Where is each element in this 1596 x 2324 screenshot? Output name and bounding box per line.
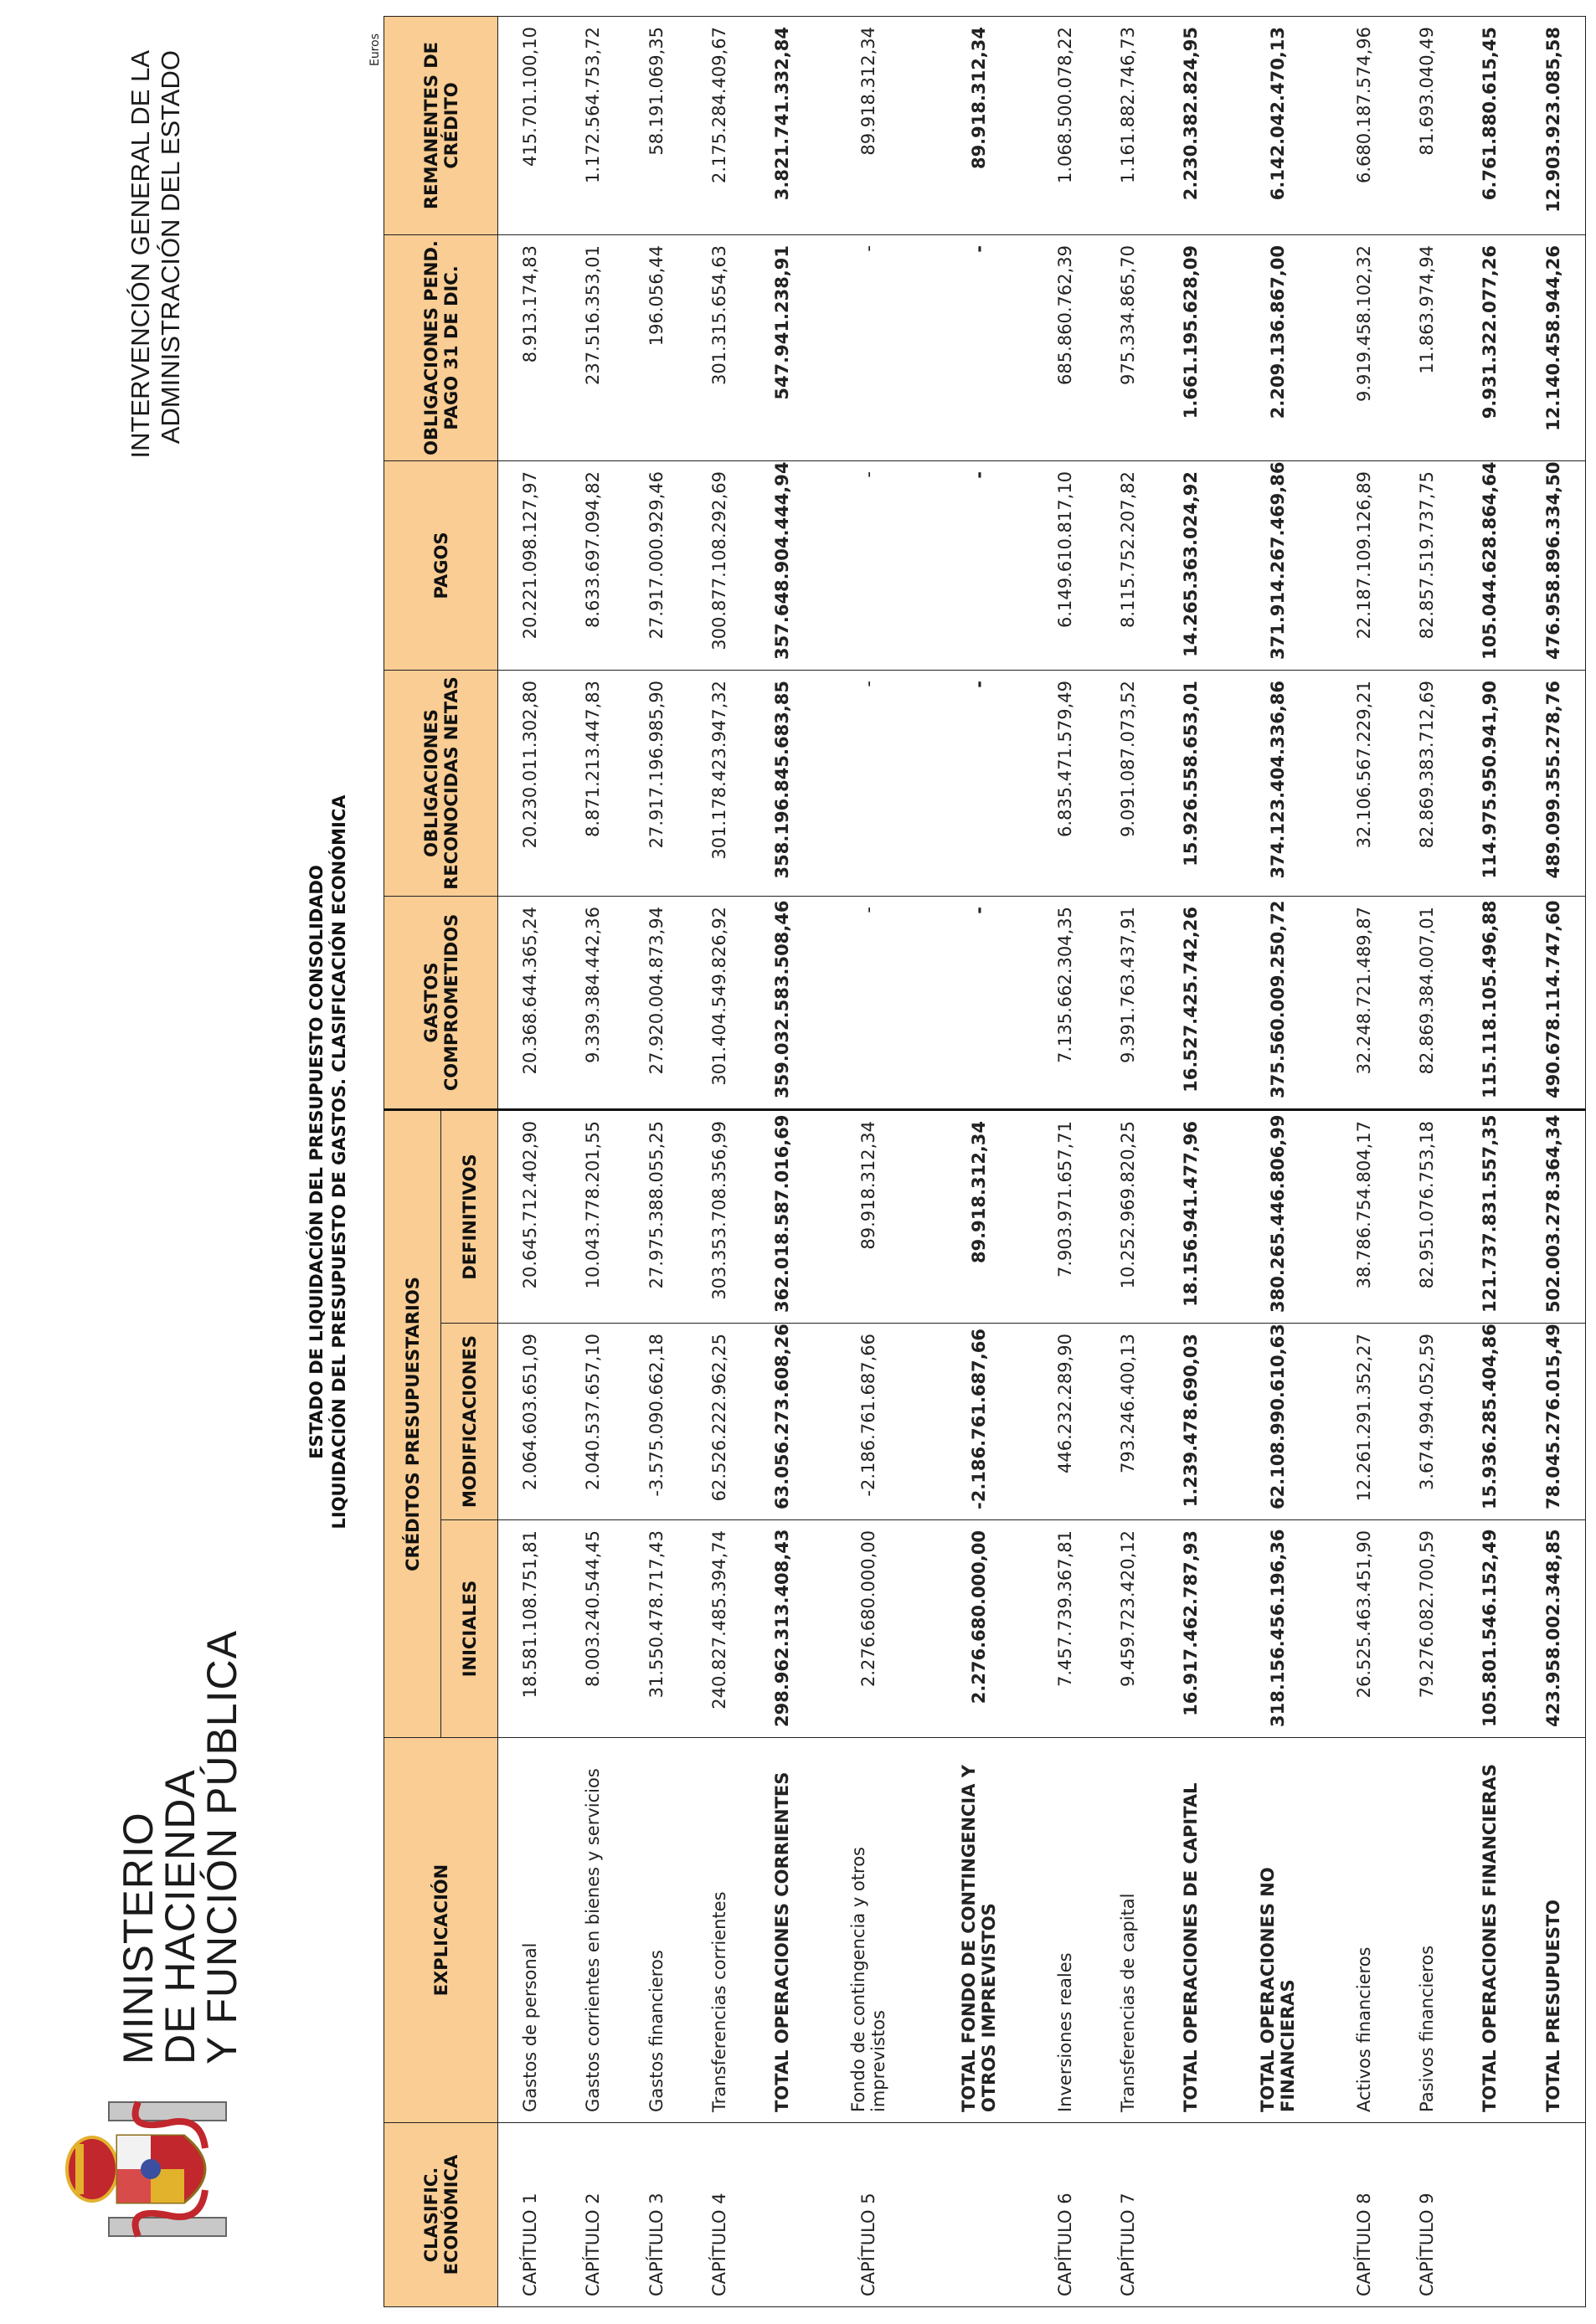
cell-pag: 8.115.752.207,82 [1097,460,1160,670]
col-header-creditos: CRÉDITOS PRESUPUESTARIOS [384,1109,441,1737]
cell-rem: 58.191.069,35 [625,16,687,234]
cell-orn: 9.091.087.073,52 [1097,670,1160,896]
col-header-obligaciones: OBLIGACIONES RECONOCIDAS NETAS [384,670,498,896]
cell-def: 89.918.312,34 [924,1109,1034,1323]
col-header-explicacion: EXPLICACIÓN [384,1738,498,2123]
cell-clasif: CAPÍTULO 9 [1396,2123,1459,2307]
cell-clasif [750,2123,813,2307]
cell-gc: 82.869.384.007,01 [1396,896,1459,1109]
cell-ini: 26.525.463.451,90 [1333,1520,1396,1738]
cell-ini: 16.917.462.787,93 [1160,1520,1223,1738]
cell-orn: 15.926.558.653,01 [1160,670,1223,896]
cell-clasif: CAPÍTULO 5 [813,2123,924,2307]
cell-clasif [1223,2123,1333,2307]
cell-pag: 82.857.519.737,75 [1396,460,1459,670]
table-total-row [1223,16,1333,2306]
cell-ini: 18.581.108.751,81 [498,1520,562,1738]
cell-mod: 78.045.276.015,49 [1521,1324,1586,1520]
currency-label: Euros [368,33,382,67]
cell-ini: 318.156.456.196,36 [1223,1520,1333,1738]
cell-orn: 27.917.196.985,90 [625,670,687,896]
cell-def: 89.918.312,34 [813,1109,924,1323]
cell-gc: 9.339.384.442,36 [562,896,625,1109]
table-total-row [750,16,813,2306]
cell-gc: 20.368.644.365,24 [498,896,562,1109]
cell-clasif [1160,2123,1223,2307]
ministry-name [117,1630,243,2064]
table-row [1333,16,1396,2306]
col-header-pagos: PAGOS [384,460,498,670]
cell-opp: 975.334.865,70 [1097,234,1160,460]
table-total-row [1459,16,1521,2306]
cell-opp: 9.931.322.077,26 [1459,234,1521,460]
cell-pag: 20.221.098.127,97 [498,460,562,670]
col-header-gastos-comprometidos: GASTOS COMPROMETIDOS [384,896,498,1109]
cell-orn: - [813,670,924,896]
cell-opp: 301.315.654,63 [687,234,750,460]
cell-rem: 6.680.187.574,96 [1333,16,1396,234]
cell-gc: - [813,896,924,1109]
col-header-obligaciones-pend: OBLIGACIONES PEND. PAGO 31 DE DIC. [384,234,498,460]
cell-opp: 9.919.458.102,32 [1333,234,1396,460]
cell-pag: - [924,460,1034,670]
cell-orn: 20.230.011.302,80 [498,670,562,896]
cell-opp: 237.516.353,01 [562,234,625,460]
cell-clasif: CAPÍTULO 2 [562,2123,625,2307]
cell-clasif [924,2123,1034,2307]
cell-rem: 12.903.923.085,58 [1521,16,1586,234]
cell-pag: 8.633.697.094,82 [562,460,625,670]
cell-gc: 27.920.004.873,94 [625,896,687,1109]
report-titles [306,0,351,2324]
cell-clasif: CAPÍTULO 6 [1034,2123,1097,2307]
cell-pag: 105.044.628.864,64 [1459,460,1521,670]
cell-def: 38.786.754.804,17 [1333,1109,1396,1323]
budget-table [384,16,1586,2307]
cell-explicacion: TOTAL OPERACIONES FINANCIERAS [1459,1738,1521,2123]
cell-clasif: CAPÍTULO 1 [498,2123,562,2307]
cell-ini: 2.276.680.000,00 [813,1520,924,1738]
ministry-line: MINISTERIO [115,1812,162,2064]
cell-gc: 375.560.009.250,72 [1223,896,1333,1109]
cell-gc: 490.678.114.747,60 [1521,896,1586,1109]
cell-pag: 357.648.904.444,94 [750,460,813,670]
report-subtitle: LIQUIDACIÓN DEL PRESUPUESTO DE GASTOS. CLASIFICACIÓN ECONÓMICA [329,794,349,1530]
cell-mod: -2.186.761.687,66 [813,1324,924,1520]
cell-orn: 82.869.383.712,69 [1396,670,1459,896]
table-row [1396,16,1459,2306]
cell-mod: 1.239.478.690,03 [1160,1324,1223,1520]
cell-clasif [1521,2123,1586,2307]
cell-explicacion: Gastos financieros [625,1738,687,2123]
cell-gc: 16.527.425.742,26 [1160,896,1223,1109]
cell-orn: - [924,670,1034,896]
agency-name [126,50,186,459]
cell-ini: 9.459.723.420,12 [1097,1520,1160,1738]
cell-explicacion: Pasivos financieros [1396,1738,1459,2123]
cell-pag: 371.914.267.469,86 [1223,460,1333,670]
table-row [813,16,924,2306]
cell-ini: 2.276.680.000,00 [924,1520,1034,1738]
cell-rem: 1.068.500.078,22 [1034,16,1097,234]
cell-clasif [1459,2123,1521,2307]
cell-mod: 63.056.273.608,26 [750,1324,813,1520]
cell-opp: - [924,234,1034,460]
cell-orn: 301.178.423.947,32 [687,670,750,896]
cell-gc: 9.391.763.437,91 [1097,896,1160,1109]
table-row [562,16,625,2306]
cell-orn: 489.099.355.278,76 [1521,670,1586,896]
cell-clasif: CAPÍTULO 8 [1333,2123,1396,2307]
col-header-remanentes: REMANENTES DE CRÉDITO [384,16,498,234]
ministry-line: Y FUNCIÓN PÚBLICA [198,1630,245,2064]
col-header-iniciales: INICIALES [441,1520,498,1738]
cell-def: 10.043.778.201,55 [562,1109,625,1323]
page-header [0,0,382,2324]
cell-def: 82.951.076.753,18 [1396,1109,1459,1323]
cell-explicacion: Inversiones reales [1034,1738,1097,2123]
cell-ini: 423.958.002.348,85 [1521,1520,1586,1738]
cell-pag: 6.149.610.817,10 [1034,460,1097,670]
table-row [1097,16,1160,2306]
cell-rem: 1.161.882.746,73 [1097,16,1160,234]
cell-pag: 476.958.896.334,50 [1521,460,1586,670]
cell-explicacion: Transferencias de capital [1097,1738,1160,2123]
col-header-definitivos: DEFINITIVOS [441,1109,498,1323]
cell-pag: - [813,460,924,670]
cell-rem: 6.761.880.615,45 [1459,16,1521,234]
cell-rem: 2.230.382.824,95 [1160,16,1223,234]
cell-ini: 8.003.240.544,45 [562,1520,625,1738]
cell-opp: 2.209.136.867,00 [1223,234,1333,460]
cell-def: 380.265.446.806,99 [1223,1109,1333,1323]
table-row [625,16,687,2306]
cell-rem: 3.821.741.332,84 [750,16,813,234]
agency-line: ADMINISTRACIÓN DEL ESTADO [156,50,185,445]
cell-opp: 8.913.174,83 [498,234,562,460]
cell-opp: 11.863.974,94 [1396,234,1459,460]
table-total-row [1521,16,1586,2306]
cell-ini: 7.457.739.367,81 [1034,1520,1097,1738]
cell-gc: 359.032.583.508,46 [750,896,813,1109]
cell-mod: 15.936.285.404,86 [1459,1324,1521,1520]
table-row [1034,16,1097,2306]
cell-def: 7.903.971.657,71 [1034,1109,1097,1323]
cell-rem: 415.701.100,10 [498,16,562,234]
cell-clasif: CAPÍTULO 7 [1097,2123,1160,2307]
cell-orn: 358.196.845.683,85 [750,670,813,896]
agency-line: INTERVENCIÓN GENERAL DE LA [126,50,155,459]
cell-mod: 2.040.537.657,10 [562,1324,625,1520]
cell-mod: 446.232.289,90 [1034,1324,1097,1520]
cell-def: 27.975.388.055,25 [625,1109,687,1323]
cell-mod: 3.674.994.052,59 [1396,1324,1459,1520]
cell-explicacion: Activos financieros [1333,1738,1396,2123]
table-total-row [924,16,1034,2306]
cell-ini: 298.962.313.408,43 [750,1520,813,1738]
cell-rem: 89.918.312,34 [924,16,1034,234]
cell-orn: 8.871.213.447,83 [562,670,625,896]
cell-gc: - [924,896,1034,1109]
cell-ini: 31.550.478.717,43 [625,1520,687,1738]
cell-def: 10.252.969.820,25 [1097,1109,1160,1323]
cell-rem: 6.142.042.470,13 [1223,16,1333,234]
cell-explicacion: TOTAL OPERACIONES NO FINANCIERAS [1223,1738,1333,2123]
cell-def: 502.003.278.364,34 [1521,1109,1586,1323]
cell-explicacion: TOTAL PRESUPUESTO [1521,1738,1586,2123]
cell-orn: 374.123.404.336,86 [1223,670,1333,896]
cell-opp: 685.860.762,39 [1034,234,1097,460]
cell-def: 362.018.587.016,69 [750,1109,813,1323]
report-title: ESTADO DE LIQUIDACIÓN DEL PRESUPUESTO CONSOLIDADO [306,865,327,1459]
cell-orn: 32.106.567.229,21 [1333,670,1396,896]
cell-mod: 2.064.603.651,09 [498,1324,562,1520]
cell-def: 20.645.712.402,90 [498,1109,562,1323]
cell-explicacion: TOTAL OPERACIONES DE CAPITAL [1160,1738,1223,2123]
budget-table-container [384,17,1586,2307]
coat-of-arms-icon [59,2098,251,2240]
table-body [498,16,1586,2306]
cell-gc: 32.248.721.489,87 [1333,896,1396,1109]
ministry-line: DE HACIENDA [157,1769,203,2064]
col-header-modificaciones: MODIFICACIONES [441,1324,498,1520]
cell-mod: 793.246.400,13 [1097,1324,1160,1520]
cell-clasif: CAPÍTULO 4 [687,2123,750,2307]
cell-opp: 196.056,44 [625,234,687,460]
cell-orn: 6.835.471.579,49 [1034,670,1097,896]
cell-explicacion: Transferencias corrientes [687,1738,750,2123]
cell-opp: 547.941.238,91 [750,234,813,460]
cell-pag: 22.187.109.126,89 [1333,460,1396,670]
cell-ini: 240.827.485.394,74 [687,1520,750,1738]
cell-clasif: CAPÍTULO 3 [625,2123,687,2307]
cell-opp: 12.140.458.944,26 [1521,234,1586,460]
cell-ini: 105.801.546.152,49 [1459,1520,1521,1738]
cell-rem: 1.172.564.753,72 [562,16,625,234]
cell-def: 121.737.831.557,35 [1459,1109,1521,1323]
cell-mod: 12.261.291.352,27 [1333,1324,1396,1520]
cell-mod: 62.526.222.962,25 [687,1324,750,1520]
table-row [498,16,562,2306]
table-row [687,16,750,2306]
cell-gc: 301.404.549.826,92 [687,896,750,1109]
cell-explicacion: TOTAL FONDO DE CONTINGENCIA Y OTROS IMPREVISTOS [924,1738,1034,2123]
cell-explicacion: TOTAL OPERACIONES CORRIENTES [750,1738,813,2123]
cell-def: 18.156.941.477,96 [1160,1109,1223,1323]
cell-mod: 62.108.990.610,63 [1223,1324,1333,1520]
cell-explicacion: Gastos de personal [498,1738,562,2123]
cell-gc: 115.118.105.496,88 [1459,896,1521,1109]
cell-opp: 1.661.195.628,09 [1160,234,1223,460]
cell-opp: - [813,234,924,460]
cell-explicacion: Fondo de contingencia y otros imprevistos [813,1738,924,2123]
cell-rem: 89.918.312,34 [813,16,924,234]
cell-mod: -3.575.090.662,18 [625,1324,687,1520]
cell-pag: 14.265.363.024,92 [1160,460,1223,670]
cell-rem: 81.693.040,49 [1396,16,1459,234]
cell-mod: -2.186.761.687,66 [924,1324,1034,1520]
cell-rem: 2.175.284.409,67 [687,16,750,234]
cell-orn: 114.975.950.941,90 [1459,670,1521,896]
cell-def: 303.353.708.356,99 [687,1109,750,1323]
col-header-clasif: CLASIFIC. ECONÓMICA [384,2123,498,2307]
cell-pag: 27.917.000.929,46 [625,460,687,670]
table-total-row [1160,16,1223,2306]
cell-gc: 7.135.662.304,35 [1034,896,1097,1109]
cell-pag: 300.877.108.292,69 [687,460,750,670]
cell-explicacion: Gastos corrientes en bienes y servicios [562,1738,625,2123]
cell-ini: 79.276.082.700,59 [1396,1520,1459,1738]
